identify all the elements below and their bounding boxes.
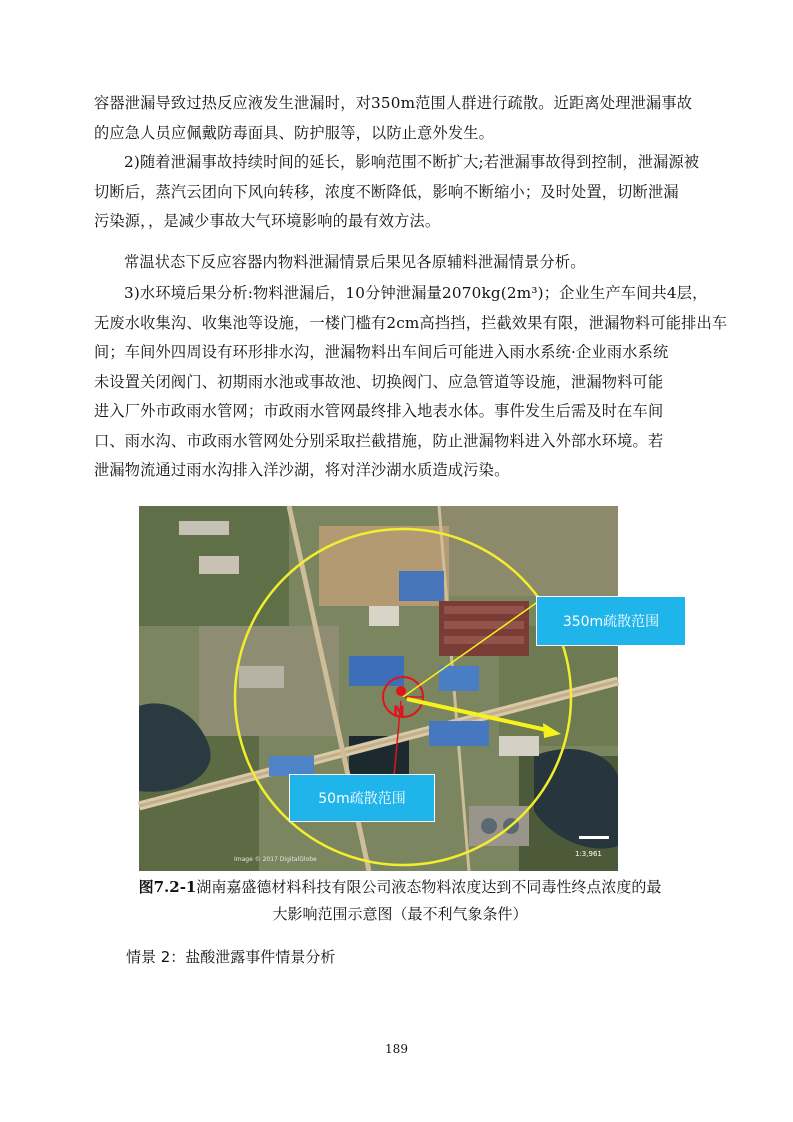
scenario-heading: 情景 2：盐酸泄露事件情景分析 [126, 948, 336, 966]
caption-number: 图7.2-1 [138, 878, 197, 896]
paragraph-duration [94, 148, 706, 237]
label-50m-evacuation: 50m疏散范围 [289, 774, 435, 822]
text-line: 2)随着泄漏事故持续时间的延长，影响范围不断扩大;若泄漏事故得到控制，泄漏源被 [124, 153, 700, 171]
text-line: 常温状态下反应容器内物料泄漏情景后果见各原辅料泄漏情景分析。 [124, 253, 586, 271]
paragraph-normal-temp [94, 248, 706, 278]
paragraph-water-environment [94, 279, 728, 486]
text-line: 进入厂外市政雨水管网；市政雨水管网最终排入地表水体。事件发生后需及时在车间 [94, 402, 664, 420]
caption-line-2: 大影响范围示意图（最不利气象条件） [272, 905, 528, 923]
label-350m-evacuation: 350m疏散范围 [536, 596, 686, 646]
text-line: 间；车间外四周设有环形排水沟，泄漏物料出车间后可能进入雨水系统·企业雨水系统 [94, 343, 669, 361]
caption-line-1 [94, 874, 706, 901]
figure-caption [94, 874, 706, 928]
text-line: 口、雨水沟、市政雨水管网处分别采取拦截措施，防止泄漏物料进入外部水环境。若 [94, 431, 664, 450]
paragraph-evacuation [94, 89, 706, 148]
svg-text:N: N [393, 704, 405, 720]
map-scale: 1:3,961 [575, 850, 602, 858]
text-line: 的应急人员应佩戴防毒面具、防护服等，以防止意外发生。 [94, 123, 495, 142]
map-credit: Image © 2017 DigitalGlobe [234, 856, 317, 863]
text-line: 未设置关闭阀门、初期雨水池或事故池、切换阀门、应急管道等设施，泄漏物料可能 [94, 372, 664, 391]
page-number: 189 [385, 1042, 408, 1056]
text-line: 3)水环境后果分析:物料泄漏后，10分钟泄漏量2070kg(2m³)；企业生产车间共4层， [124, 284, 708, 302]
text-line: 泄漏物流通过雨水沟排入洋沙湖，将对洋沙湖水质造成污染。 [94, 461, 510, 479]
text-line: 切断后，蒸汽云团向下风向转移，浓度不断降低，影响不断缩小；及时处置，切断泄漏 [94, 182, 679, 201]
text-line: 污染源，，是减少事故大气环境影响的最有效方法。 [94, 212, 441, 230]
satellite-map-figure [139, 506, 660, 871]
text-line: 容器泄漏导致过热反应液发生泄漏时，对350m范围人群进行疏散。近距离处理泄漏事故 [94, 94, 693, 112]
caption-text-1: 湖南嘉盛德材料科技有限公司液态物料浓度达到不同毒性终点浓度的最 [196, 878, 662, 896]
text-line: 无废水收集沟、收集池等设施，一楼门槛有2cm高挡挡，拦截效果有限，泄漏物料可能排出车 [94, 313, 728, 332]
